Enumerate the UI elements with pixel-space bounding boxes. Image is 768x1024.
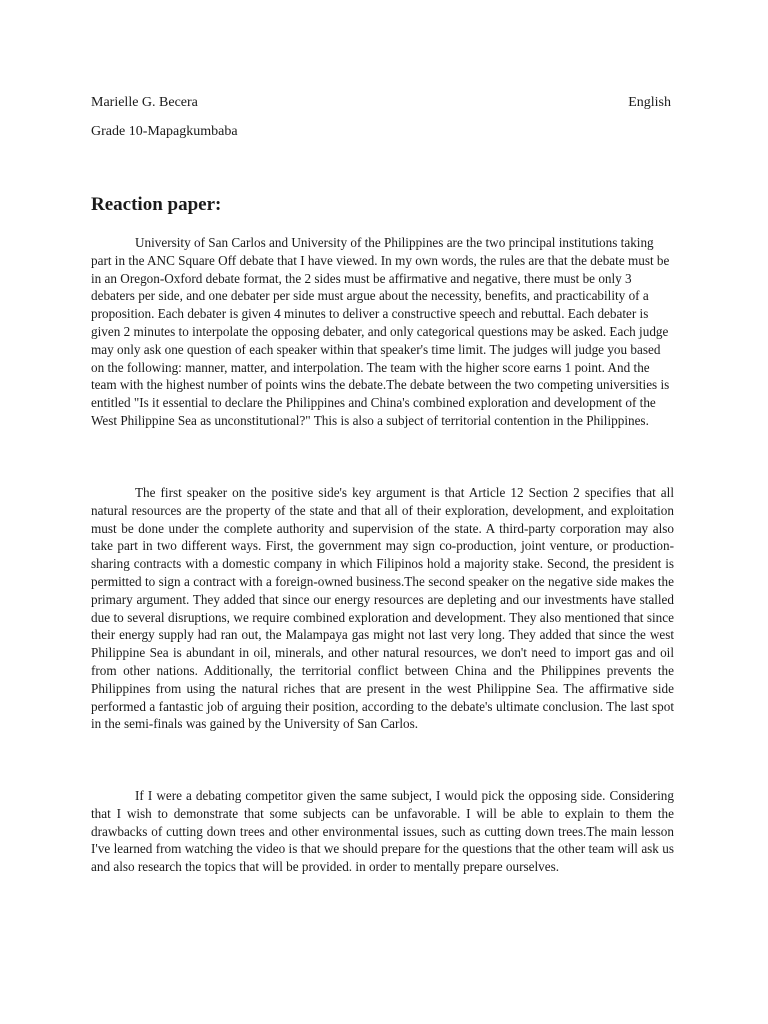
- paragraph-2: The first speaker on the positive side's key argument is that Article 12 Section 2 specifies that all natural resources are the property of the state and that all of their exploration, development, and exploitation must be done under the complete authority and supervision of the state. A third-party corporation may also take part in two different ways. First, the government may sign co-production, joint venture, or production-sharing contracts with a domestic company in which Filipinos hold a majority stake. Second, the president is permitted to sign a contract with a foreign-owned business.The second speaker on the negative side makes the primary argument. They added that since our energy resources are depleting and our investments have stalled due to several disruptions, we require combined exploration and development. They also mentioned that since their energy supply had ran out, the Malampaya gas might not last very long. They added that since the west Philippine Sea is abundant in oil, minerals, and other natural resources, we don't need to import gas and oil from other nations. Additionally, the territorial conflict between China and the Philippines prevents the Philippines from using the natural riches that are present in the west Philippine Sea. The affirmative side performed a fantastic job of arguing their position, according to the debate's ultimate conclusion. The last spot in the semi-finals was gained by the University of San Carlos.: [91, 485, 674, 732]
- subject-name: English: [628, 95, 671, 110]
- grade-section: Grade 10-Mapagkumbaba: [91, 124, 238, 139]
- paragraph-1: University of San Carlos and University of the Philippines are the two principal institutions taking part in the ANC Square Off debate that I have viewed. In my own words, the rules are that the debate must be in an Oregon-Oxford debate format, the 2 sides must be affirmative and negative, there must be only 3 debaters per side, and one debater per side must argue about the necessity, benefits, and practicability of a proposition. Each debater is given 4 minutes to deliver a constructive speech and rebuttal. Each debater is given 2 minutes to interpolate the opposing debater, and only categorical questions may be asked. Each judge may only ask one question of each speaker within that speaker's time limit. The judges will judge you based on the following: manner, matter, and interpolation. The team with the higher score earns 1 point. And the team with the highest number of points wins the debate.The debate between the two competing universities is entitled "Is it essential to declare the Philippines and China's combined exploration and development of the West Philippine Sea as unconstitutional?" This is also a subject of territorial contention in the Philippines.: [91, 235, 670, 428]
- author-name: Marielle G. Becera: [91, 95, 198, 110]
- paragraph-3: If I were a debating competitor given the same subject, I would pick the opposing side. Considering that I wish to demonstrate that some subjects can be unfavorable. I will be able to explain to them the drawbacks of cutting down trees and other environmental issues, such as cutting down trees.The main lesson I've learned from watching the video is that we should prepare for the questions that the other team will ask us and also research the topics that will be provided. in order to mentally prepare ourselves.: [91, 788, 674, 875]
- document-header: [91, 94, 671, 112]
- page-title: Reaction paper:: [91, 194, 222, 215]
